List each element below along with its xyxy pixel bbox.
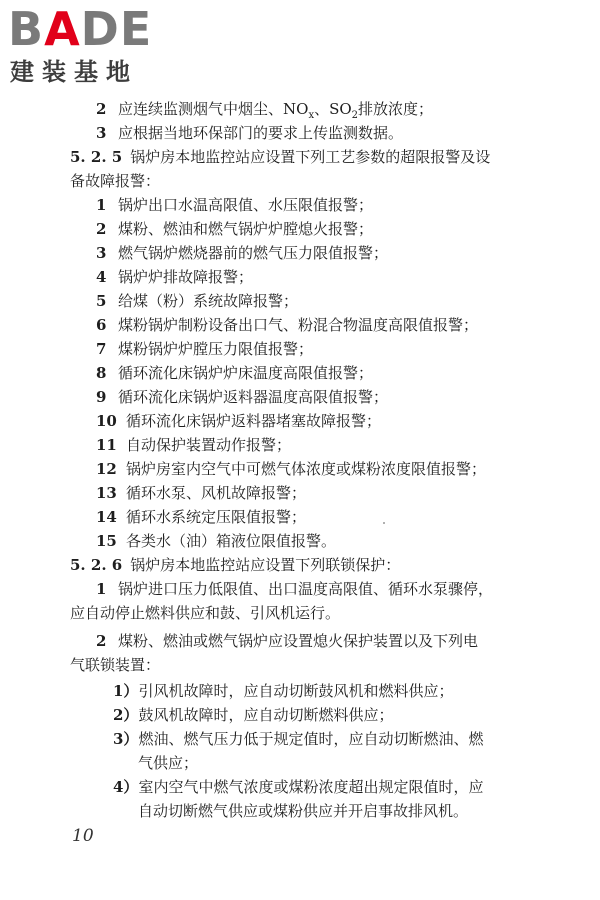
alarm-item: 15 各类水（油）箱液位限值报警。 (96, 532, 337, 550)
interlock-item-1-continuation: 应自动停止燃料供应和鼓、引风机运行。 (70, 604, 341, 622)
interlock-item-2: 2 煤粉、燃油或燃气锅炉应设置熄火保护装置以及下列电 (96, 632, 479, 650)
interlock-item-2-continuation: 气联锁装置： (70, 656, 161, 674)
alarm-item: 5 给煤（粉）系统故障报警； (96, 292, 299, 310)
alarm-item: 7 煤粉锅炉炉膛压力限值报警； (96, 340, 314, 358)
list-item: 2 应连续监测烟气中烟尘、$NO_x$、$SO_2$排放浓度； (96, 100, 434, 121)
logo-wordmark: BADE (8, 2, 153, 56)
scan-speck (383, 522, 385, 524)
sub-item-4-continuation: 自动切断燃气供应或煤粉供应并开启事故排风机。 (138, 802, 469, 820)
alarm-item: 6 煤粉锅炉制粉设备出口气、粉混合物温度高限值报警； (96, 316, 479, 334)
sub-item-1: 1）引风机故障时，应自动切断鼓风机和燃料供应； (113, 682, 454, 700)
alarm-item: 10 循环流化床锅炉返料器堵塞故障报警； (96, 412, 382, 430)
alarm-item: 12 锅炉房室内空气中可燃气体浓度或煤粉浓度限值报警； (96, 460, 487, 478)
alarm-item: 1 锅炉出口水温高限值、水压限值报警； (96, 196, 374, 214)
bade-logo (8, 4, 178, 90)
interlock-item-1: 1 锅炉进口压力低限值、出口温度高限值、循环水泵骤停， (96, 580, 494, 598)
list-item: 3 应根据当地环保部门的要求上传监测数据。 (96, 124, 404, 142)
alarm-item: 9 循环流化床锅炉返料器温度高限值报警； (96, 388, 389, 406)
sub-item-4: 4）室内空气中燃气浓度或煤粉浓度超出规定限值时，应 (113, 778, 484, 796)
clause-5-2-5-continuation: 备故障报警： (70, 172, 161, 190)
sub-item-2: 2）鼓风机故障时，应自动切断燃料供应； (113, 706, 394, 724)
alarm-item: 13 循环水泵、风机故障报警； (96, 484, 307, 502)
alarm-item: 8 循环流化床锅炉炉床温度高限值报警； (96, 364, 374, 382)
alarm-item: 3 燃气锅炉燃烧器前的燃气压力限值报警； (96, 244, 389, 262)
alarm-item: 11 自动保护装置动作报警； (96, 436, 292, 454)
sub-item-3: 3）燃油、燃气压力低于规定值时，应自动切断燃油、燃 (113, 730, 484, 748)
alarm-item: 14 循环水系统定压限值报警； (96, 508, 307, 526)
page-number: 10 (72, 826, 94, 846)
alarm-item: 4 锅炉炉排故障报警； (96, 268, 254, 286)
clause-5-2-6-heading: 5. 2. 6 锅炉房本地监控站应设置下列联锁保护： (70, 556, 401, 574)
alarm-item: 2 煤粉、燃油和燃气锅炉炉膛熄火报警； (96, 220, 374, 238)
clause-5-2-5-heading: 5. 2. 5 锅炉房本地监控站应设置下列工艺参数的超限报警及设 (70, 148, 491, 166)
sub-item-3-continuation: 气供应； (138, 754, 199, 772)
logo-subtitle: 建装基地 (10, 58, 138, 86)
